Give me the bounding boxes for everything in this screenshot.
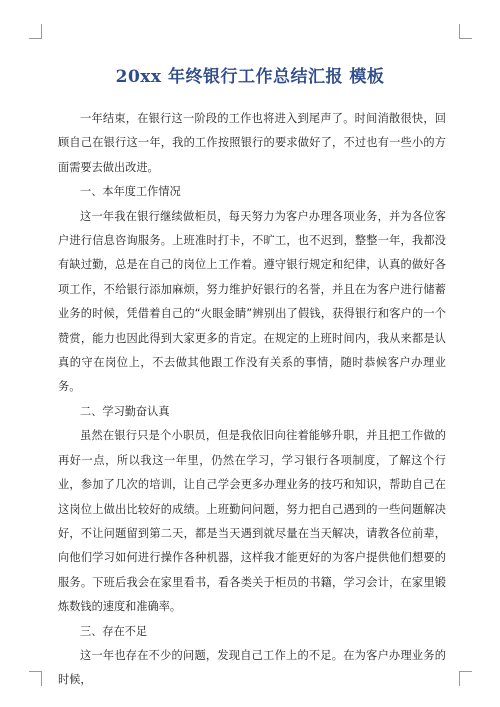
section-heading-3: 三、存在不足 [80,624,148,638]
crop-mark-top-right [459,24,472,39]
crop-mark-bottom-left [29,671,42,686]
paragraph-intro: 一年结束，在银行这一阶段的工作也将进入到尾声了。时间消散很快，回顾自己在银行这一年，我的工作按照银行的要求做好了，不过也有一些小的方面需要去做出改进。 [58,112,446,174]
crop-mark-bottom-right [459,671,472,686]
section-heading-2: 二、学习勤奋认真 [80,404,170,418]
section-heading-1: 一、本年度工作情况 [80,185,181,199]
document-title: 20xx 年终银行工作总结汇报 模板 [115,67,385,87]
paragraph-study: 虽然在银行只是个小职员，但是我依旧向往着能够升职，并且把工作做的再好一点，所以我这一年里，仍然在学习，学习银行各项制度，了解这个行业，参加了几次的培训，让自己学会更多办理业务的技巧和知识，帮助自己在这岗位上做出比较好的成绩。上班勤问问题，努力把自己遇到的一些问题解决好，不让问题留到第二天，都是当天遇到就尽量在当天解决，请教各位前辈，向他们学习如何进行操作各种机器，这样我才能更好的为客户提供他们想要的服务。下班后我会在家里看书，看各类关于柜员的书籍，学习会计，在家里锻炼数钱的速度和准确率。 [58,429,446,614]
crop-mark-top-left [29,24,42,39]
document-body [58,107,446,693]
paragraph-work: 这一年我在银行继续做柜员，每天努力为客户办理各项业务，并为各位客户进行信息咨询服务。上班准时打卡，不旷工，也不迟到，整整一年，我都没有缺过勤，总是在自己的岗位上工作着。遵守银行规定和纪律，认真的做好各项工作，不给银行添加麻烦，努力维护好银行的名誉，并且在为客户进行储蓄业务的时候，凭借着自己的“火眼金睛”辨别出了假钱，获得银行和客户的一个赞赏，能力也因此得到大家更多的肯定。在规定的上班时间内，我从来都是认真的守在岗位上，不去做其他跟工作没有关系的事情，随时恭候客户办理业务。 [58,209,446,394]
paragraph-shortcomings: 这一年也存在不少的问题，发现自己工作上的不足。在为客户办理业务的时候， [58,648,446,687]
